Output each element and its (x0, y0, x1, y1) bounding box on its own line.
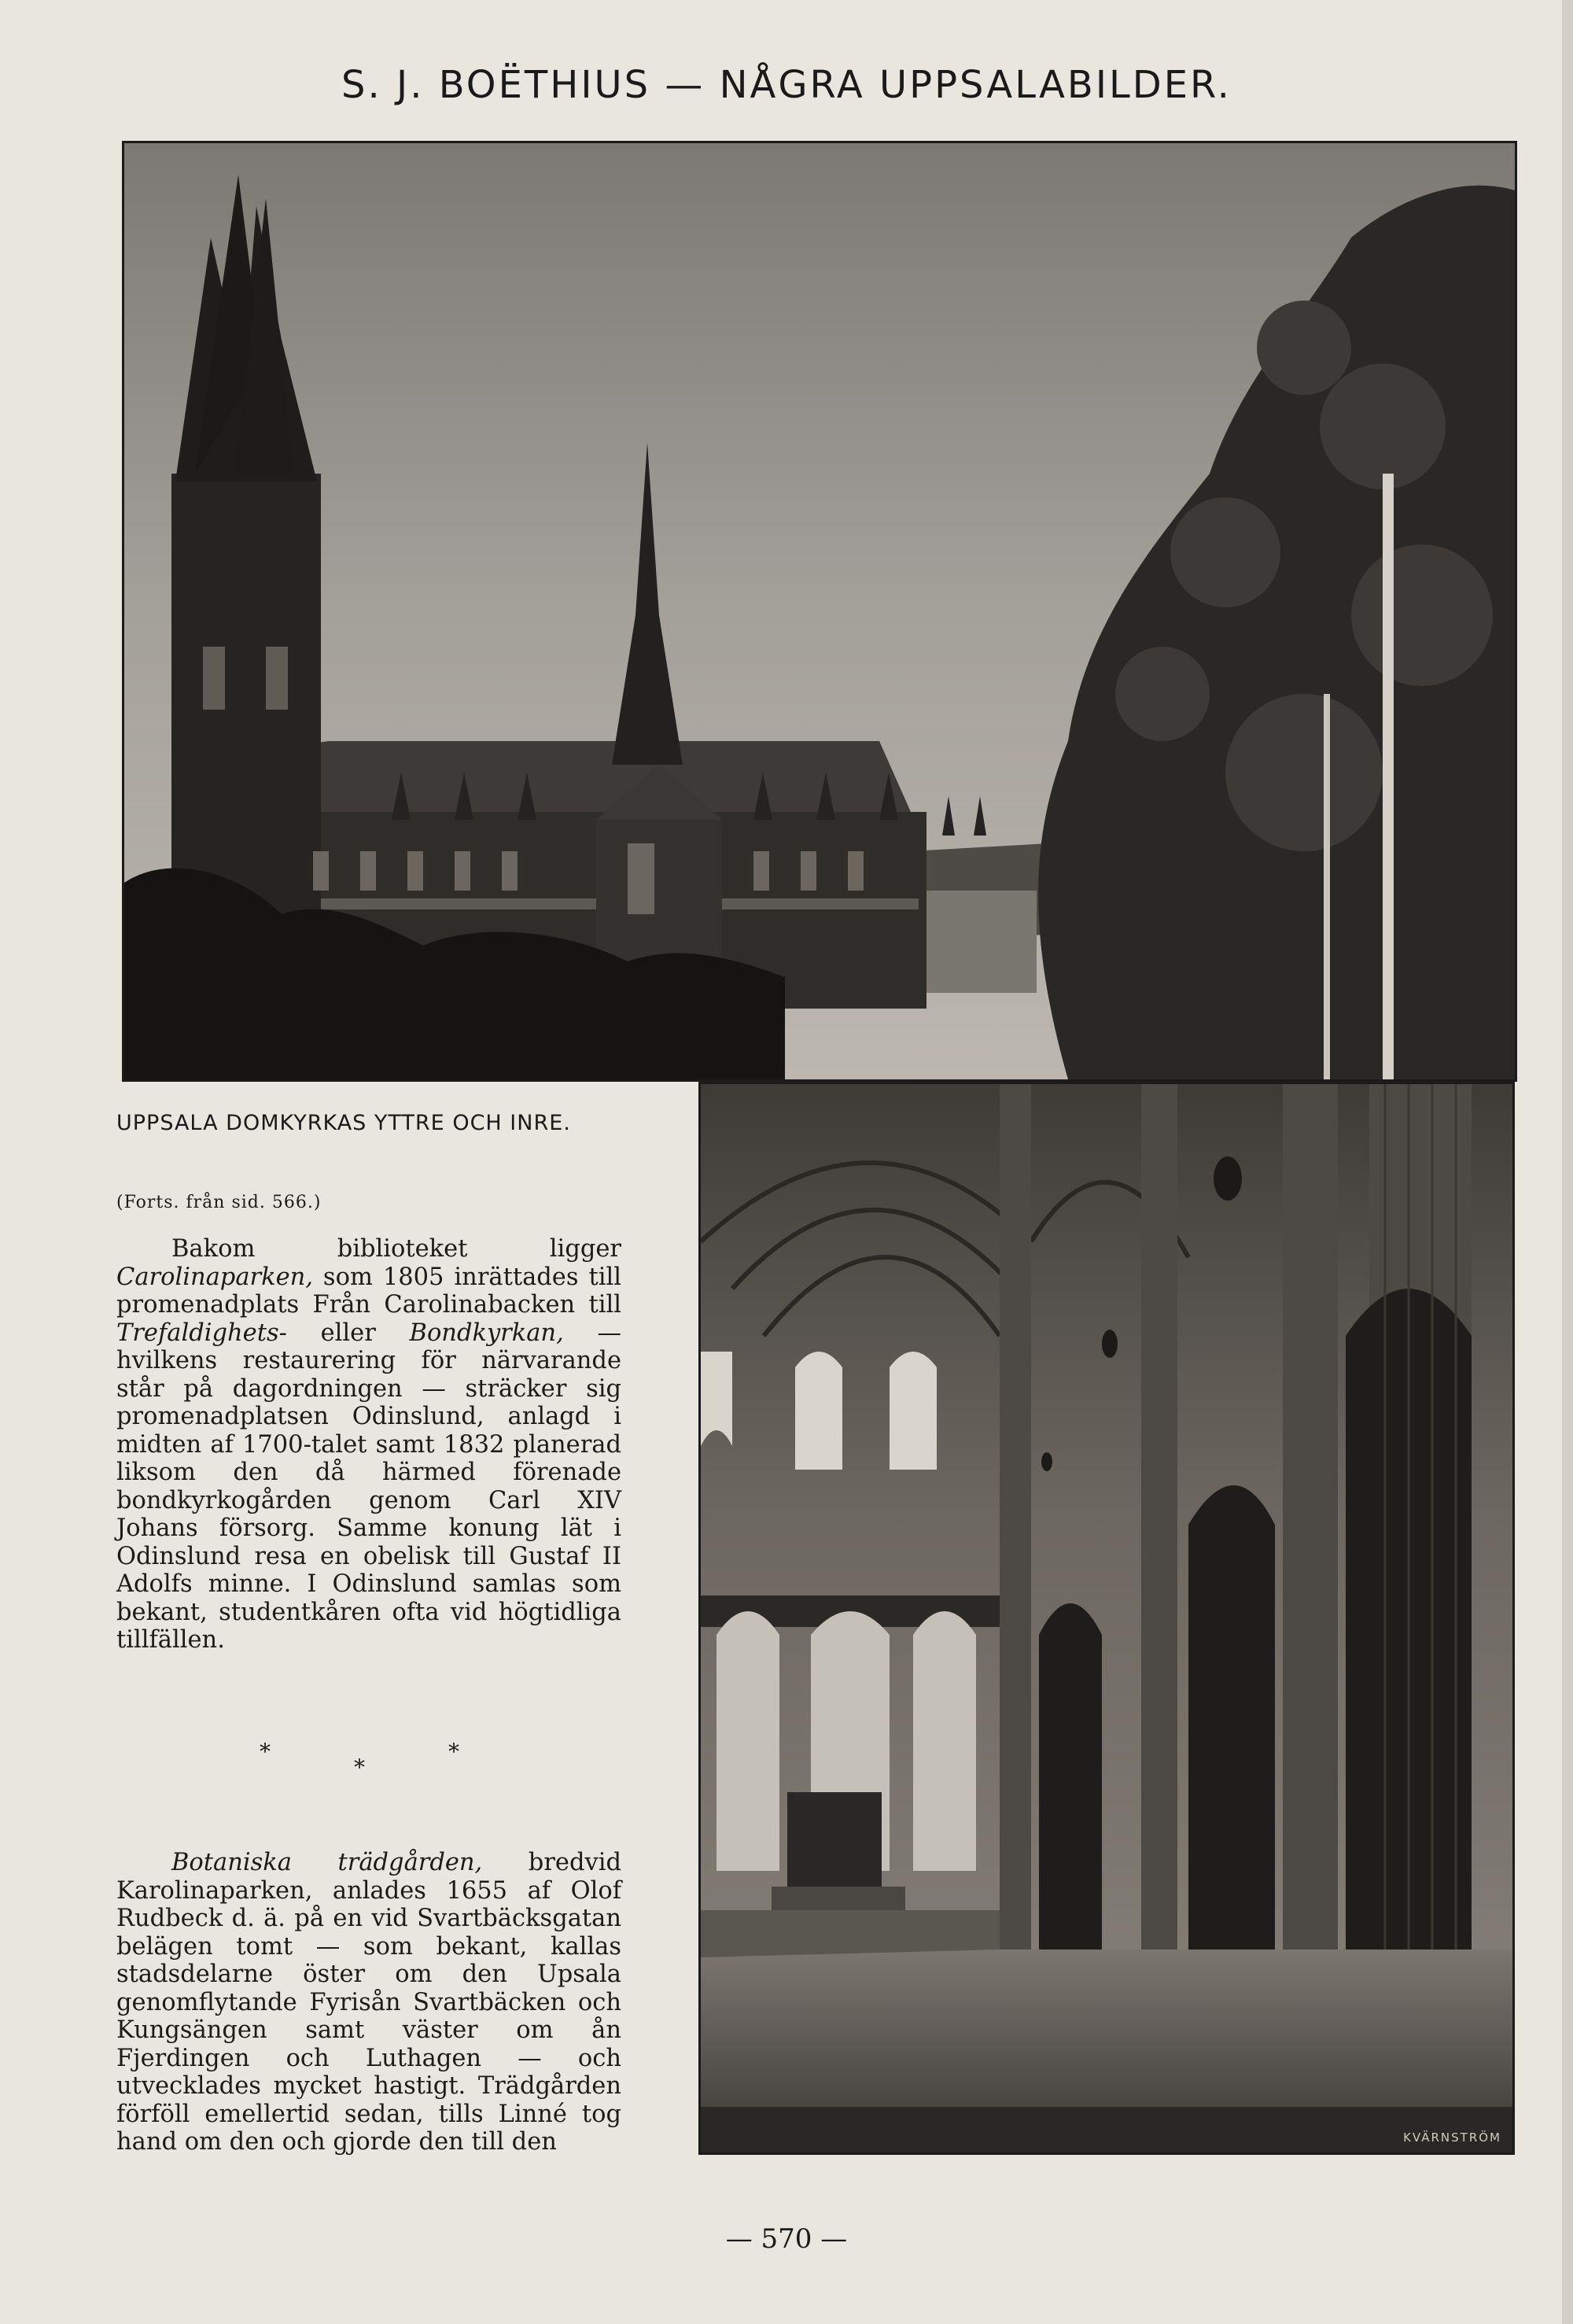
page-number: — 570 — (725, 2223, 848, 2255)
paragraph-botaniska (116, 1849, 621, 2156)
text-run: som 1805 inrättades till promenadplats Från Carolinabacken till (116, 1263, 621, 1319)
place-name: Botaniska trädgården, (171, 1849, 483, 1876)
cathedral-interior-photo (698, 1082, 1515, 2155)
separator-star: * (354, 1754, 365, 1780)
place-name: Trefaldighets- (116, 1319, 287, 1347)
separator-star: * (448, 1739, 459, 1765)
cathedral-interior-image (701, 1084, 1512, 2152)
photo-credit: KVÄRNSTRÖM (1403, 2130, 1501, 2145)
figure-caption: UPPSALA DOMKYRKAS YTTRE OCH INRE. (116, 1111, 571, 1135)
text-run: Bakom biblioteket ligger (171, 1235, 621, 1263)
place-name: Carolinaparken, (116, 1263, 313, 1291)
cathedral-exterior-photo (122, 141, 1517, 1082)
text-run: eller (286, 1319, 410, 1347)
separator-star: * (260, 1739, 271, 1765)
text-run: — hvilkens restaurering för närvarande står på dagordningen — sträcker sig promenadplatsen Odinslund, anlagd i midten af 1700-talet samt 1832 planerad liksom den då härmed förenade bondkyrkogården genom Carl XIV Johans försorg. Samme konung lät i Odinslund resa en obelisk till Gustaf II Adolfs minne. I Odinslund samlas som bekant, studentkåren ofta vid högtidliga tillfällen. (116, 1319, 621, 1654)
article-column-2 (116, 1849, 621, 2156)
section-separator (260, 1739, 480, 1778)
running-head: S. J. BOËTHIUS — NÅGRA UPPSALABILDER. (341, 63, 1232, 107)
place-name: Bondkyrkan, (409, 1319, 564, 1347)
text-run: bredvid Karolinaparken, anlades 1655 af Olof Rudbeck d. ä. på en vid Svartbäcksgatan belägen tomt — som bekant, kallas stadsdelarne öster om den Upsala genomflytande Fyrisån Svartbäcken och Kungsängen samt väster om ån Fjerdingen och Luthagen — och utvecklades mycket hastigt. Trädgården förföll emellertid sedan, tills Linné tog hand om den och gjorde den till den (116, 1849, 621, 2156)
continuation-note: (Forts. från sid. 566.) (116, 1193, 322, 1212)
cathedral-exterior-image (124, 143, 1515, 1079)
paragraph-carolinaparken (116, 1235, 621, 1654)
article-column-1 (116, 1235, 621, 1654)
page-edge (1562, 0, 1573, 2324)
